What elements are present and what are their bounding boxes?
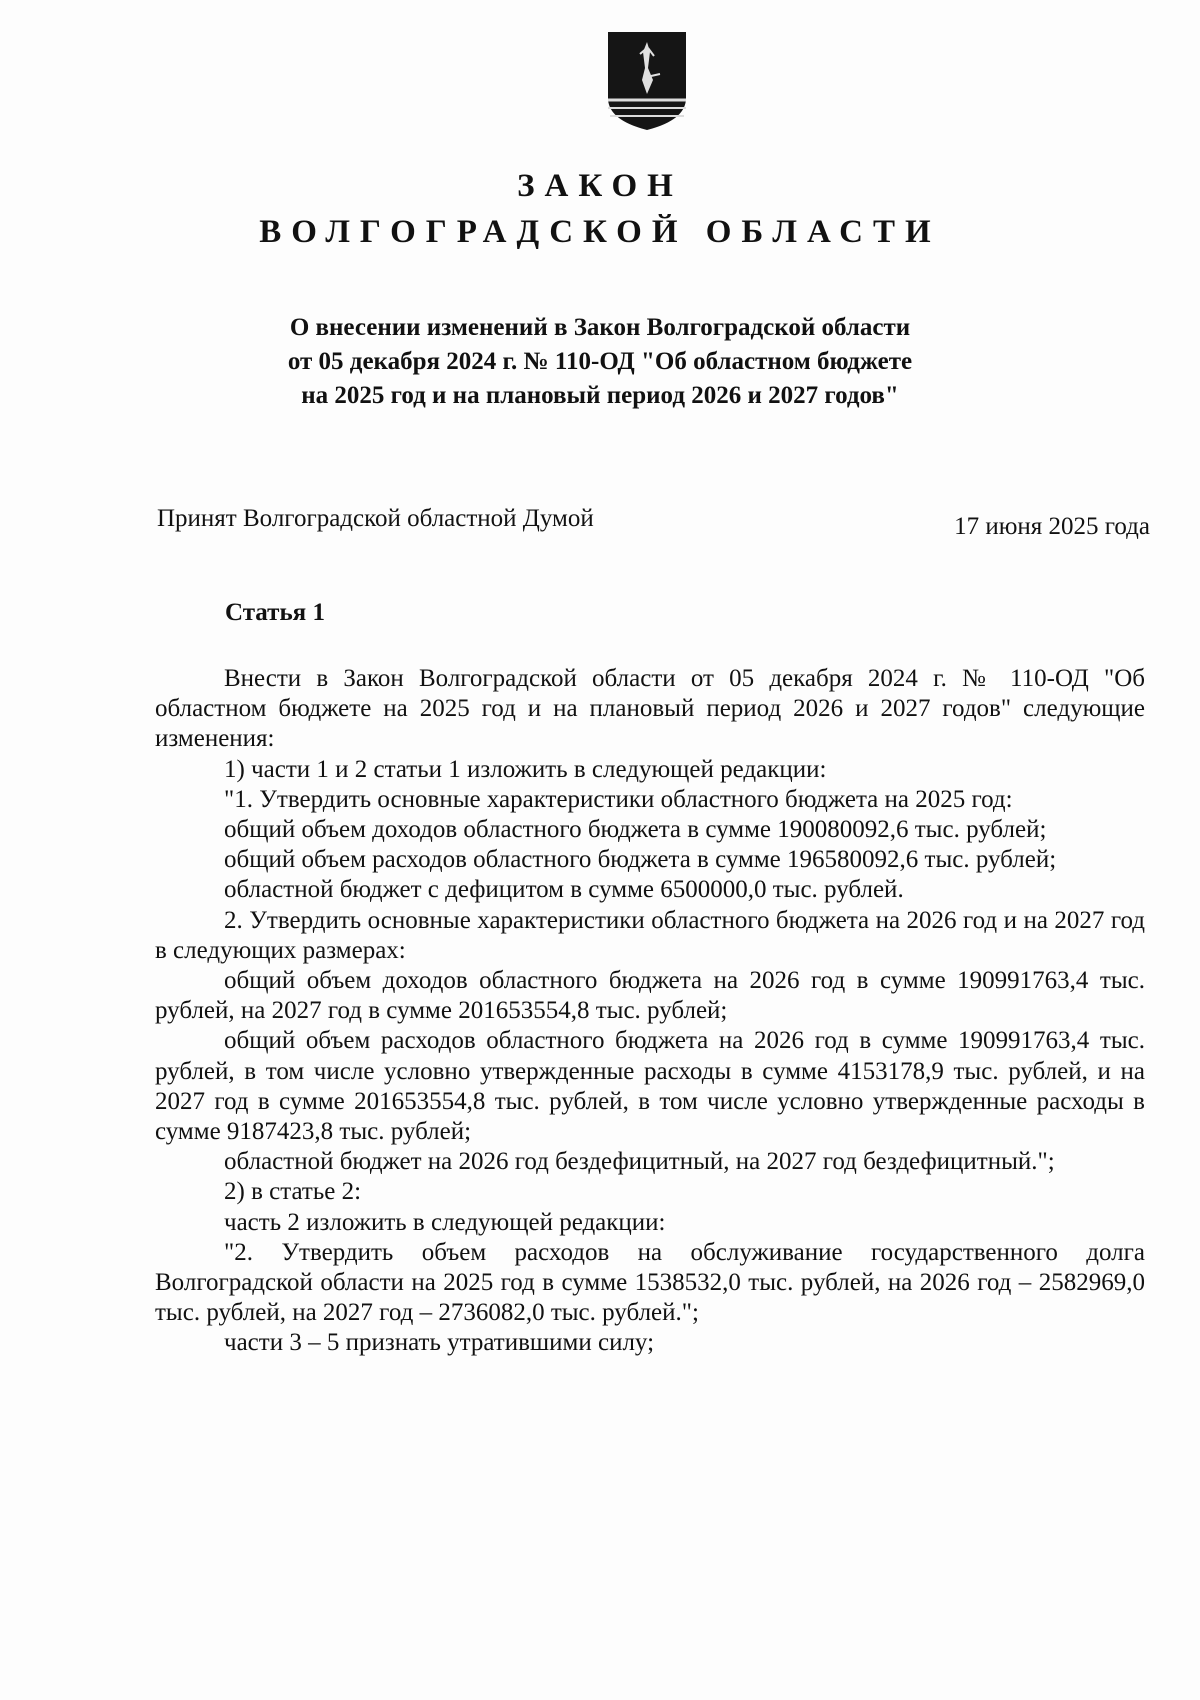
paragraph: Внести в Закон Волгоградской области от 05 декабря 2024 г. № 110-ОД "Об областном бюджете на 2025 год и на плановый период 2026 и 2027 годов" следующие изменения: [155,665,1145,753]
paragraph: общий объем доходов областного бюджета в сумме 190080092,6 тыс. рублей; [224,816,1047,844]
paragraph: 2) в статье 2: [224,1178,362,1206]
paragraph: областной бюджет на 2026 год бездефицитный, на 2027 год бездефицитный."; [224,1148,1055,1176]
paragraph: "1. Утвердить основные характеристики областного бюджета на 2025 год: [224,785,1013,813]
paragraph: часть 2 изложить в следующей редакции: [224,1208,666,1236]
coat-of-arms-icon [604,28,690,132]
subtitle-line: от 05 декабря 2024 г. № 110-ОД "Об областном бюджете [287,348,913,375]
article-body [155,664,1145,1359]
adoption-date: 17 июня 2025 года [954,513,1150,540]
law-title: ЗАКОН [517,168,683,204]
subtitle-line: О внесении изменений в Закон Волгоградской области [289,314,911,341]
paragraph: 2. Утвердить основные характеристики областного бюджета на 2026 год и на 2027 год в следующих размерах: [155,906,1145,964]
law-subtitle [0,311,1200,413]
paragraph: областной бюджет с дефицитом в сумме 6500000,0 тыс. рублей. [224,876,904,904]
subtitle-line: на 2025 год и на плановый период 2026 и 2027 годов" [301,382,899,409]
region-title: ВОЛГОГРАДСКОЙ ОБЛАСТИ [259,214,941,250]
paragraph: общий объем расходов областного бюджета на 2026 год в сумме 190991763,4 тыс. рублей, в том числе условно утвержденные расходы в сумме 4153178,9 тыс. рублей, и на 2027 год в сумме 201653554,8 тыс. рублей, в том числе условно утвержденные расходы в сумме 9187423,8 тыс. рублей; [155,1027,1145,1146]
adoption-label: Принят Волгоградской областной Думой [157,505,594,532]
article-heading: Статья 1 [225,599,325,626]
paragraph: 1) части 1 и 2 статьи 1 изложить в следующей редакции: [224,755,827,783]
paragraph: общий объем расходов областного бюджета в сумме 196580092,6 тыс. рублей; [224,846,1057,874]
paragraph: части 3 – 5 признать утратившими силу; [224,1329,655,1357]
paragraph: "2. Утвердить объем расходов на обслуживание государственного долга Волгоградской области на 2025 год в сумме 1538532,0 тыс. рублей, на 2026 год – 2582969,0 тыс. рублей, на 2027 год – 2736082,0 тыс. рублей."; [155,1238,1145,1327]
paragraph: общий объем доходов областного бюджета на 2026 год в сумме 190991763,4 тыс. рублей, на 2027 год в сумме 201653554,8 тыс. рублей; [155,967,1145,1025]
